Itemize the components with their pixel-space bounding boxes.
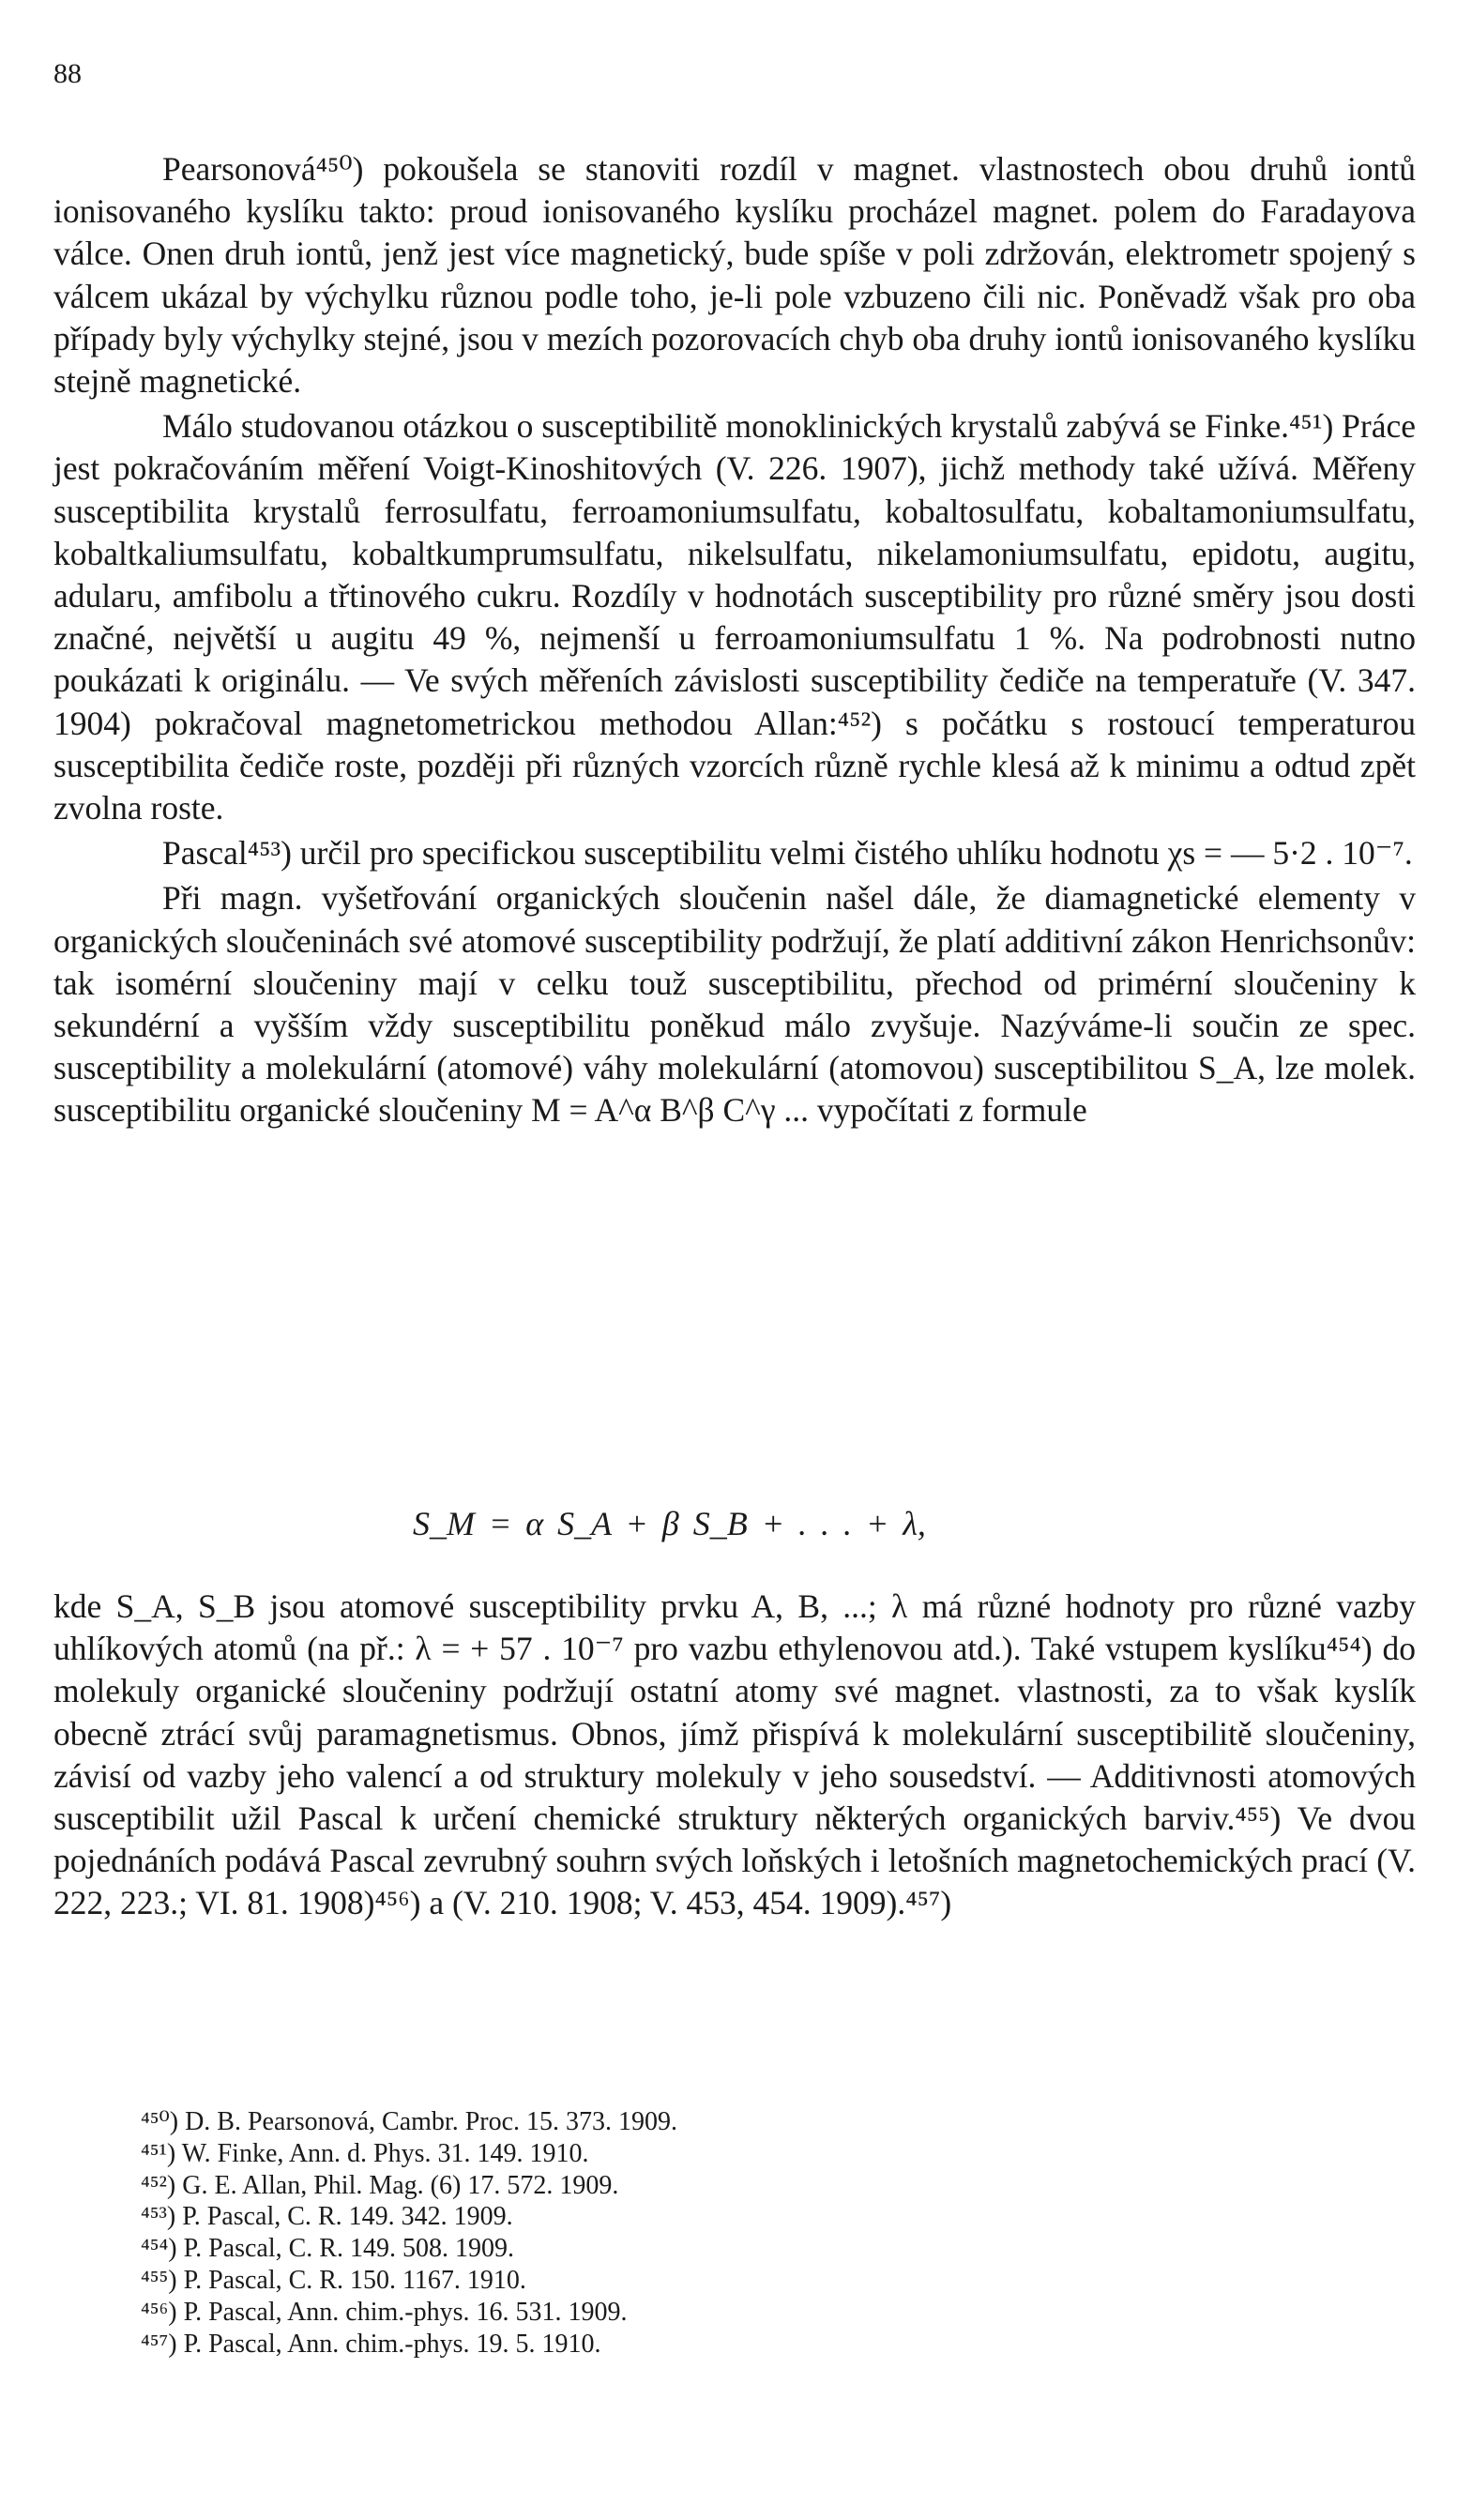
body-text-continued (53, 1586, 1416, 1928)
body-text (53, 148, 1416, 1135)
paragraph-5: kde S_A, S_B jsou atomové susceptibility prvku A, B, ...; λ má různé hodnoty pro různé vazby uhlíkových atomů (na př.: λ = + 57 . 10⁻⁷ pro vazbu ethylenovou atd.). Také vstupem kyslíku⁴⁵⁴) do molekuly organické sloučeniny podržují ostatní atomy své magnet. vlastnosti, za to však kyslík obecně ztrácí svůj paramagnetismus. Obnos, jímž přispívá k molekulární susceptibilitě sloučeniny, závisí od vazby jeho valencí a od struktury molekuly v jeho sousedství. — Additivnosti atomových susceptibilit užil Pascal k určení chemické struktury některých organických barviv.⁴⁵⁵) Ve dvou pojednáních podává Pascal zevrubný souhrn svých loňských i letošních magnetochemických prací (V. 222, 223.; VI. 81. 1908)⁴⁵⁶) a (V. 210. 1908; V. 453, 454. 1909).⁴⁵⁷) (53, 1587, 1416, 1922)
footnote: ⁴⁵²) G. E. Allan, Phil. Mag. (6) 17. 572. 1909. (141, 2170, 619, 2200)
footnote: ⁴⁵⁷) P. Pascal, Ann. chim.-phys. 19. 5. 1910. (141, 2329, 601, 2359)
footnote: ⁴⁵³) P. Pascal, C. R. 149. 342. 1909. (141, 2202, 513, 2232)
footnote: ⁴⁵⁰) D. B. Pearsonová, Cambr. Proc. 15. 373. 1909. (141, 2107, 678, 2136)
paragraph-3: Pascal⁴⁵³) určil pro specifickou susceptibilitu velmi čistého uhlíku hodnotu χs = — 5·2 . 10⁻⁷. (162, 834, 1413, 873)
paragraph-1: Pearsonová⁴⁵⁰) pokoušela se stanoviti rozdíl v magnet. vlastnostech obou druhů iontů ionisovaného kyslíku takto: proud ionisovaného kyslíku procházel magnet. polem do Faradayova válce. Onen druh iontů, jenž jest více magnetický, bude spíše v poli zdržován, elektrometr spojený s válcem ukázal by výchylku různou podle toho, je-li pole vzbuzeno čili nic. Poněvadž však pro oba případy byly výchylky stejné, jsou v mezích pozorovacích chyb oba druhy iontů ionisovaného kyslíku stejně magnetické. (53, 150, 1416, 401)
paragraph-4: Při magn. vyšetřování organických sloučenin našel dále, že diamagnetické elementy v organických sloučeninách své atomové susceptibility podržují, že platí additivní zákon Henrichsonův: tak isomérní sloučeniny mají v celku touž susceptibilitu, přechod od primérní sloučeniny k sekundérní a vyšším vždy susceptibilitu poněkud málo zvyšuje. Nazýváme-li součin ze spec. susceptibility a molekulární (atomové) váhy molekulární (atomovou) susceptibilitou S_A, lze molek. susceptibilitu organické sloučeniny M = A^α B^β C^γ ... vypočítati z formule (53, 879, 1416, 1130)
formula: S_M = α S_A + β S_B + . . . + λ, (413, 1505, 926, 1542)
paragraph-2: Málo studovanou otázkou o susceptibilitě monoklinických krystalů zabývá se Finke.⁴⁵¹) Práce jest pokračováním měření Voigt-Kinoshitových (V. 226. 1907), jichž methody také užívá. Měřeny susceptibilita krystalů ferrosulfatu, ferroamoniumsulfatu, kobaltosulfatu, kobaltamoniumsulfatu, kobaltkaliumsulfatu, kobaltkumprumsulfatu, nikelsulfatu, nikelamoniumsulfatu, epidotu, augitu, adularu, amfibolu a třtinového cukru. Rozdíly v hodnotách susceptibility pro různé směry jsou dosti značné, největší u augitu 49 %, nejmenší u ferroamoniumsulfatu 1 %. Na podrobnosti nutno poukázati k originálu. — Ve svých měřeních závislosti susceptibility čediče na temperatuře (V. 347. 1904) pokračoval magnetometrickou methodou Allan:⁴⁵²) s počátku s rostoucí temperaturou susceptibilita čediče roste, později při různých vzorcích různě rychle klesá až k minimu a odtud zpět zvolna roste. (53, 407, 1416, 827)
page-number: 88 (53, 58, 82, 89)
footnotes (141, 2106, 1267, 2360)
footnote: ⁴⁵⁶) P. Pascal, Ann. chim.-phys. 16. 531. 1909. (141, 2297, 628, 2327)
footnote: ⁴⁵⁴) P. Pascal, C. R. 149. 508. 1909. (141, 2234, 514, 2264)
footnote: ⁴⁵⁵) P. Pascal, C. R. 150. 1167. 1910. (141, 2265, 526, 2295)
footnote: ⁴⁵¹) W. Finke, Ann. d. Phys. 31. 149. 1910. (141, 2138, 589, 2168)
